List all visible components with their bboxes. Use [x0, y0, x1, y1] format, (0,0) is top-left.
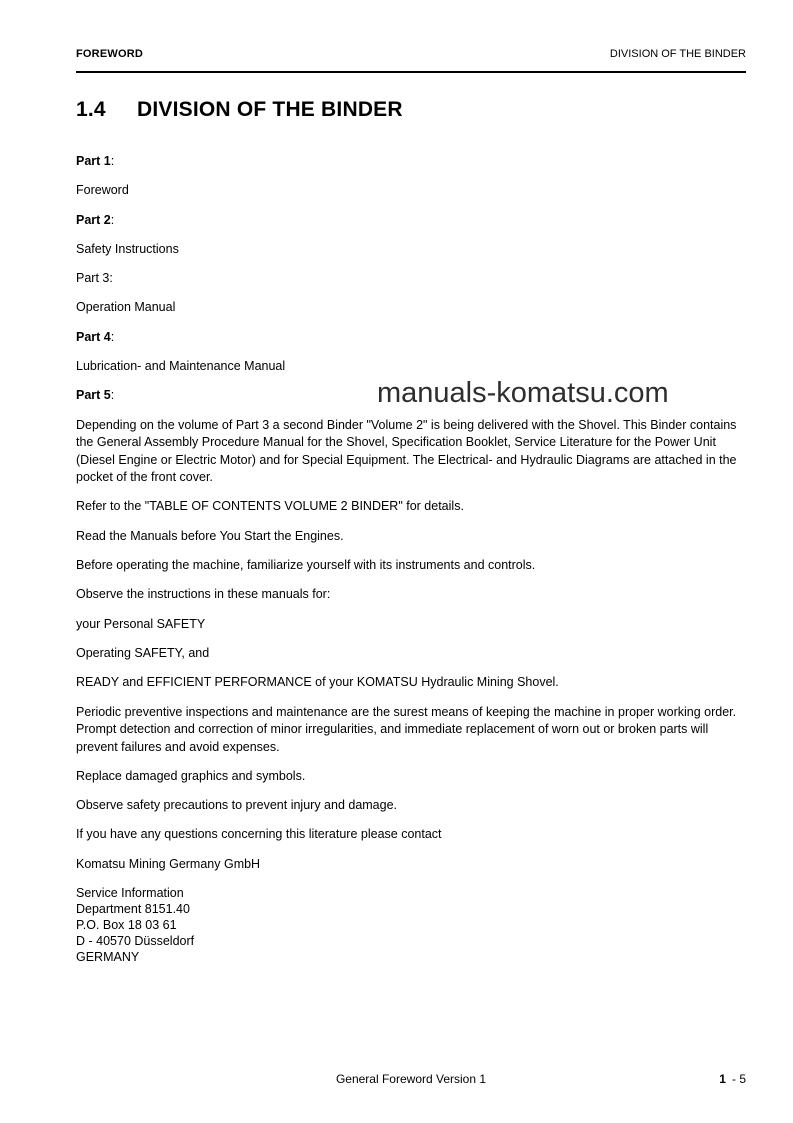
header-section-label: FOREWORD — [76, 48, 143, 60]
paragraph: Observe safety precautions to prevent injury and damage. — [76, 798, 398, 813]
header-chapter-label: DIVISION OF THE BINDER — [609, 48, 746, 60]
footer-page-number: 1 - 5 — [719, 1072, 746, 1086]
address-line: Department 8151.40 — [76, 902, 190, 917]
page-header — [76, 48, 746, 61]
part-label: Part 1: — [76, 154, 115, 168]
title-text: DIVISION OF THE BINDER — [137, 98, 403, 121]
paragraph: Observe the instructions in these manuals for: — [76, 587, 331, 602]
part-item: Foreword — [76, 183, 129, 198]
title-number: 1.4 — [76, 98, 106, 121]
address-line: Service Information — [76, 886, 184, 901]
paragraph: Refer to the "TABLE OF CONTENTS VOLUME 2 BINDER" for details. — [76, 499, 464, 514]
paragraph: Periodic preventive inspections and maintenance are the surest means of keeping the machine in proper working order. Prompt detection and correction of minor irregularities, and immediate replacement of worn out or broken parts will prevent failures and avoid expenses. — [76, 704, 737, 754]
paragraph: Operating SAFETY, and — [76, 645, 210, 660]
footer-doc-version: General Foreword Version 1 — [335, 1072, 487, 1086]
paragraph: READY and EFFICIENT PERFORMANCE of your KOMATSU Hydraulic Mining Shovel. — [76, 675, 559, 690]
address-block — [76, 885, 746, 965]
part-item: Operation Manual — [76, 300, 176, 315]
body-text — [76, 417, 746, 965]
section-title — [76, 97, 746, 122]
part-item: Safety Instructions — [76, 241, 179, 256]
address-line: GERMANY — [76, 950, 140, 965]
part-label: Part 5: — [76, 388, 115, 403]
watermark-text: manuals-komatsu.com — [377, 377, 669, 409]
address-line: D - 40570 Düsseldorf — [76, 934, 195, 949]
address-line: P.O. Box 18 03 61 — [76, 918, 177, 933]
paragraph: your Personal SAFETY — [76, 616, 206, 631]
page-footer — [76, 1072, 746, 1086]
paragraph: Depending on the volume of Part 3 a second Binder "Volume 2" is being delivered with the Shovel. This Binder contains the General Assembly Procedure Manual for the Shovel, Specification Booklet, Service Literature for the Power Unit (Diesel Engine or Electric Motor) and for Special Equipment. The Electrical- and Hydraulic Diagrams are attached in the pocket of the front cover. — [76, 417, 737, 485]
paragraph: Replace damaged graphics and symbols. — [76, 768, 306, 783]
header-rule — [76, 71, 746, 73]
part-label: Part 3: — [76, 271, 113, 286]
paragraph: Read the Manuals before You Start the Engines. — [76, 528, 344, 543]
parts-list — [76, 153, 746, 405]
part-item: Lubrication- and Maintenance Manual — [76, 359, 286, 374]
contact-intro: If you have any questions concerning this literature please contact — [76, 827, 442, 842]
part-label: Part 2: — [76, 212, 115, 227]
company-name: Komatsu Mining Germany GmbH — [76, 856, 261, 871]
paragraph: Before operating the machine, familiarize yourself with its instruments and controls. — [76, 558, 536, 573]
part-label: Part 4: — [76, 329, 115, 344]
